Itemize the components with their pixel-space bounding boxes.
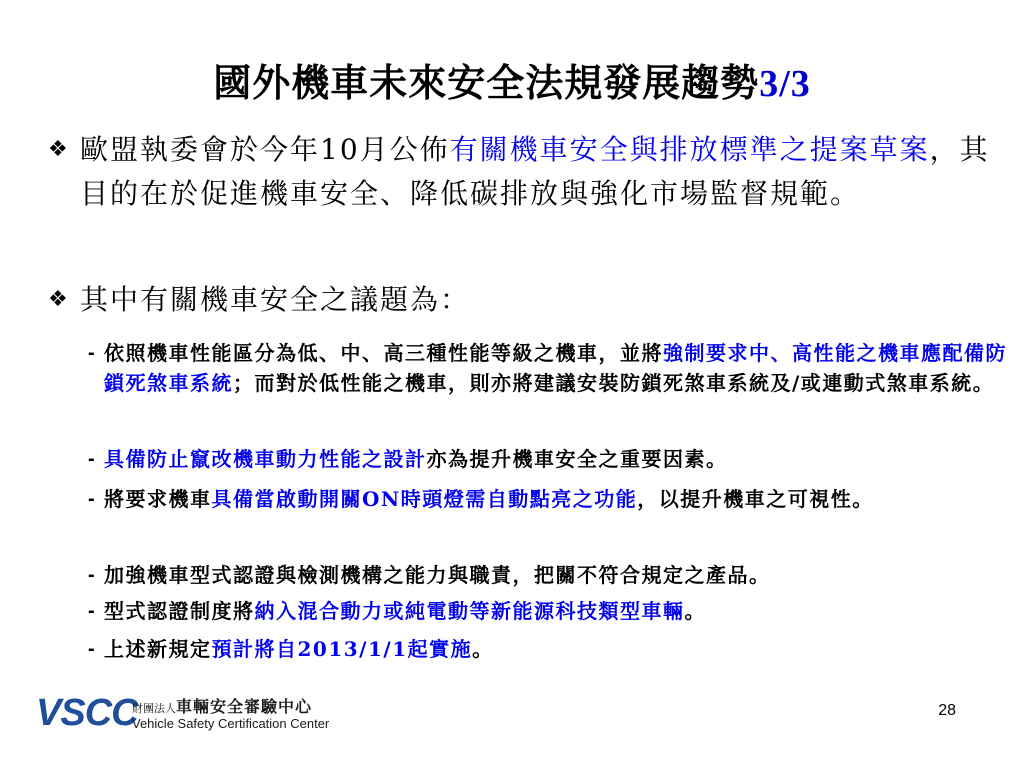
sub-item-abs <box>88 338 1008 398</box>
dash-bullet-icon: - <box>88 342 97 364</box>
sub-item-part: 將要求機車 <box>104 487 212 511</box>
bullet-text-part: ，其目的在於促進機車安全、降低碳排放與強化市場監督規範。 <box>80 133 990 210</box>
sub-item-part: 。 <box>684 599 706 623</box>
sub-item-anti-tamper <box>88 444 1008 474</box>
bullet-safety-issues <box>48 278 998 322</box>
diamond-bullet-icon: ❖ <box>48 137 70 162</box>
vscc-logo <box>36 690 336 740</box>
org-name: 車輛安全審驗中心 <box>176 697 313 716</box>
bullet-highlight: 有關機車安全與排放標準之提案草案 <box>449 133 930 166</box>
dash-bullet-icon: - <box>88 488 97 510</box>
bullet-text: 其中有關機車安全之議題為： <box>80 283 471 316</box>
sub-item-part: 上述新規定 <box>104 637 212 661</box>
vscc-logo-mark: VSCC <box>36 692 138 734</box>
sub-item-part: ；而對於低性能之機車，則亦將建議安裝防鎖死煞車系統及/或連動式煞車系統。 <box>233 371 995 395</box>
sub-item-new-energy <box>88 596 1008 626</box>
slide-title <box>0 52 1024 107</box>
dash-bullet-icon: - <box>88 638 97 660</box>
sub-item-text <box>88 338 1008 398</box>
sub-item-part: 亦為提升機車安全之重要因素。 <box>426 447 728 471</box>
sub-item-highlight: 預計將自2013/1/1起實施 <box>211 637 473 661</box>
bullet-text <box>48 128 998 216</box>
sub-item-effective-date <box>88 634 1008 664</box>
sub-item-certification-bodies <box>88 560 1008 590</box>
slide-title-number: 3/3 <box>759 63 811 105</box>
sub-item-highlight: 具備防止竄改機車動力性能之設計 <box>104 447 427 471</box>
sub-item-text <box>88 484 1008 514</box>
sub-item-text <box>88 634 1008 664</box>
sub-item-text <box>88 444 1008 474</box>
org-name-cn <box>132 694 312 717</box>
bullet-text-part: 歐盟執委會於今年10月公佈 <box>80 133 450 166</box>
sub-item-highlight: 強制要求中、高性能之機車應配備防鎖死煞車系統 <box>104 341 1007 395</box>
dash-bullet-icon: - <box>88 448 97 470</box>
sub-item-highlight: 具備當啟動開關ON時頭燈需自動點亮之功能 <box>211 487 638 511</box>
dash-bullet-icon: - <box>88 564 97 586</box>
sub-item-headlight <box>88 484 1008 514</box>
sub-item-part: ，以提升機車之可視性。 <box>637 487 874 511</box>
page-number: 28 <box>938 702 956 719</box>
sub-item-text <box>88 596 1008 626</box>
sub-item-part: 加強機車型式認證與檢測機構之能力與職責，把關不符合規定之產品。 <box>104 563 771 587</box>
sub-item-highlight: 納入混合動力或純電動等新能源科技類型車輛 <box>254 599 685 623</box>
slide-title-text: 國外機車未來安全法規發展趨勢 <box>213 60 760 105</box>
sub-item-part: 依照機車性能區分為低、中、高三種性能等級之機車，並將 <box>104 341 663 365</box>
org-prefix: 財團法人 <box>132 702 176 715</box>
sub-item-part: 型式認證制度將 <box>104 599 255 623</box>
sub-item-part: 。 <box>472 637 494 661</box>
dash-bullet-icon: - <box>88 600 97 622</box>
sub-item-text <box>88 560 1008 590</box>
org-name-en: Vehicle Safety Certification Center <box>132 716 330 731</box>
diamond-bullet-icon: ❖ <box>48 287 70 312</box>
bullet-eu-proposal <box>48 128 998 216</box>
